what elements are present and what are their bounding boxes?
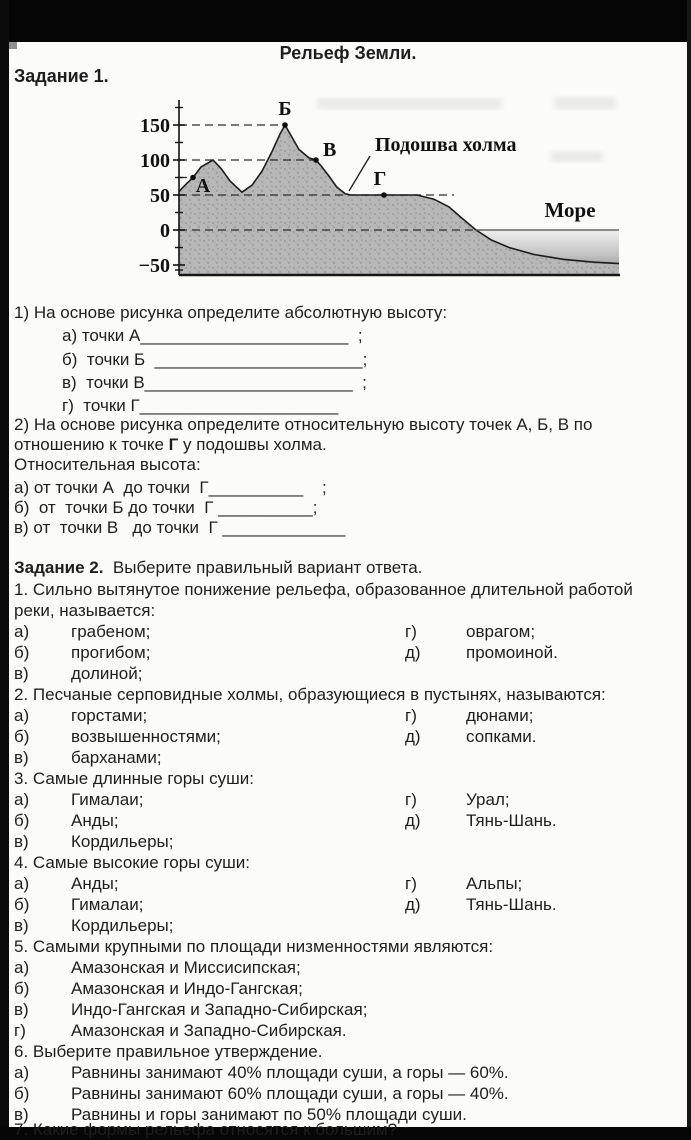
task1-q2-intro — [14, 415, 592, 435]
sea-label: Море — [544, 198, 596, 222]
bold-text: Г — [168, 435, 179, 454]
ghost-text-artifact — [554, 97, 616, 109]
option-text: Равнины и горы занимают по 50% площади суши. — [71, 1105, 467, 1124]
option-letter: а) — [14, 790, 30, 809]
text: отношению к точке — [14, 435, 169, 454]
y-tick-label: 100 — [140, 150, 170, 172]
hill-foot-leader-line — [349, 156, 370, 191]
option-row — [14, 1021, 682, 1041]
text: реки, называется: — [14, 601, 156, 620]
task2-heading — [14, 558, 422, 578]
question-intro — [14, 937, 493, 957]
option-text: возвышенностями; — [71, 727, 221, 746]
text: б) точки Б ______________________; — [62, 350, 368, 369]
option-text: Тянь-Шань. — [466, 811, 557, 830]
text: 2. Песчаные серповидные холмы, образующиеся в пустынях, называются: — [14, 685, 606, 704]
question-intro — [14, 580, 633, 600]
point-dot — [282, 122, 288, 128]
question-intro — [14, 769, 254, 789]
option-letter: г) — [405, 622, 417, 641]
option-row — [14, 706, 682, 726]
option-text: Тянь-Шань. — [466, 895, 557, 914]
option-text: оврагом; — [466, 622, 536, 641]
task1-q1-item — [62, 350, 367, 370]
y-tick-label: 50 — [150, 185, 170, 207]
option-text: Анды; — [71, 811, 119, 830]
point-label: А — [195, 175, 211, 197]
text: г) точки Г_____________________ — [62, 396, 339, 415]
option-text: Урал; — [466, 790, 510, 809]
text: 1) На основе рисунка определите абсолютную высоту: — [14, 303, 448, 322]
option-row — [14, 832, 682, 852]
bold-text: Задание 2. — [14, 558, 104, 577]
option-text: Гималаи; — [71, 790, 144, 809]
task1-q2-item — [14, 518, 345, 538]
option-text: сопками. — [466, 727, 537, 746]
text: 1. Сильно вытянутое понижение рельефа, образованное длительной работой — [14, 580, 633, 599]
text: 6. Выберите правильное утверждение. — [14, 1042, 323, 1061]
option-letter: в) — [14, 916, 29, 935]
task1-q2-subheading — [14, 455, 201, 475]
option-row — [14, 916, 682, 936]
task1-heading: Задание 1. — [14, 66, 109, 86]
task1-q2-item — [14, 478, 327, 498]
option-letter: а) — [14, 1063, 30, 1082]
task1-q1-item — [62, 373, 367, 393]
option-row — [14, 1084, 682, 1104]
y-tick-label: 0 — [160, 220, 170, 242]
option-letter: в) — [14, 1000, 29, 1019]
option-letter: г) — [405, 790, 417, 809]
question-intro — [14, 685, 606, 705]
option-text: Гималаи; — [71, 895, 144, 914]
elevation-profile-figure — [139, 94, 631, 288]
cutoff-line: 7. Какие формы рельефа относятся к большим? — [14, 1120, 398, 1139]
option-letter: в) — [14, 1105, 29, 1124]
option-letter: г) — [405, 706, 417, 725]
question-intro — [14, 1042, 322, 1062]
task1-q1-item — [62, 326, 363, 346]
option-letter: в) — [14, 748, 29, 767]
option-text: барханами; — [71, 748, 162, 767]
text: б) от точки Б до точки Г __________; — [14, 498, 318, 517]
option-row — [14, 790, 682, 810]
task1-q1-intro — [14, 303, 447, 323]
letterbox-top-bar — [0, 0, 691, 42]
option-text: Альпы; — [466, 874, 523, 893]
option-text: Анды; — [71, 874, 119, 893]
option-letter: б) — [14, 979, 30, 998]
option-letter: в) — [14, 832, 29, 851]
y-tick-label: 150 — [140, 115, 170, 137]
option-text: Амазонская и Западно-Сибирская. — [71, 1021, 347, 1040]
y-tick-label: −50 — [138, 255, 170, 277]
option-text: Кордильеры; — [71, 832, 174, 851]
option-letter: г) — [405, 874, 417, 893]
option-row — [14, 958, 682, 978]
text: а) от точки А до точки Г__________ ; — [14, 478, 327, 497]
option-row — [14, 622, 682, 642]
option-row — [14, 727, 682, 747]
text: 4. Самые высокие горы суши: — [14, 853, 250, 872]
option-row — [14, 748, 682, 768]
point-dot — [381, 192, 387, 198]
text: Относительная высота: — [14, 455, 201, 474]
option-text: дюнами; — [466, 706, 534, 725]
option-letter: б) — [14, 727, 30, 746]
option-row — [14, 1063, 682, 1083]
text: а) точки А______________________ ; — [62, 326, 363, 345]
option-letter: д) — [405, 727, 421, 746]
option-letter: д) — [405, 643, 421, 662]
option-text: горстами; — [71, 706, 148, 725]
option-text: грабеном; — [71, 622, 151, 641]
point-dot — [313, 157, 319, 163]
worksheet-page — [9, 42, 687, 1139]
text: у подошвы холма. — [178, 435, 327, 454]
option-letter: а) — [14, 622, 30, 641]
text: 2) На основе рисунка определите относительную высоту точек А, Б, В по — [14, 415, 593, 434]
hill-foot-label: Подошва холма — [375, 134, 517, 156]
option-row — [14, 1000, 682, 1020]
option-letter: б) — [14, 1084, 30, 1103]
option-row — [14, 811, 682, 831]
option-letter: д) — [405, 895, 421, 914]
option-letter: а) — [14, 874, 30, 893]
option-letter: а) — [14, 958, 30, 977]
option-row — [14, 643, 682, 663]
option-row — [14, 664, 682, 684]
option-text: Амазонская и Индо-Гангская; — [71, 979, 303, 998]
option-text: долиной; — [71, 664, 143, 683]
option-text: Индо-Гангская и Западно-Сибирская; — [71, 1000, 368, 1019]
option-letter: а) — [14, 706, 30, 725]
option-text: Равнины занимают 40% площади суши, а горы — 60%. — [71, 1063, 509, 1082]
option-text: Амазонская и Миссисипская; — [71, 958, 301, 977]
option-text: прогибом; — [71, 643, 151, 662]
text: в) точки В______________________ ; — [62, 373, 367, 392]
option-letter: г) — [14, 1021, 26, 1040]
text: Выберите правильный вариант ответа. — [103, 558, 423, 577]
letterbox-right-strip — [687, 0, 691, 1127]
text: 5. Самыми крупными по площади низменностями являются: — [14, 937, 494, 956]
point-label: В — [323, 139, 337, 161]
task1-q2-intro — [14, 435, 327, 455]
question-intro — [14, 601, 155, 621]
option-letter: б) — [14, 895, 30, 914]
option-text: промоиной. — [466, 643, 558, 662]
option-row — [14, 895, 682, 915]
option-row — [14, 979, 682, 999]
text: 3. Самые длинные горы суши: — [14, 769, 254, 788]
task1-q1-item — [62, 396, 338, 416]
option-text: Кордильеры; — [71, 916, 174, 935]
question-intro — [14, 853, 250, 873]
option-letter: д) — [405, 811, 421, 830]
page-title: Рельеф Земли. — [279, 43, 417, 63]
ghost-text-artifact — [317, 98, 502, 109]
text: в) от точки В до точки Г _____________ — [14, 518, 346, 537]
letterbox-left-strip — [0, 0, 9, 1127]
option-row — [14, 874, 682, 894]
option-text: Равнины занимают 60% площади суши, а горы — 40%. — [71, 1084, 509, 1103]
point-label: Б — [278, 98, 292, 120]
ghost-text-artifact — [551, 151, 603, 162]
option-letter: б) — [14, 811, 30, 830]
option-letter: б) — [14, 643, 30, 662]
point-label: Г — [373, 168, 387, 190]
task1-q2-item — [14, 498, 317, 518]
option-letter: в) — [14, 664, 29, 683]
